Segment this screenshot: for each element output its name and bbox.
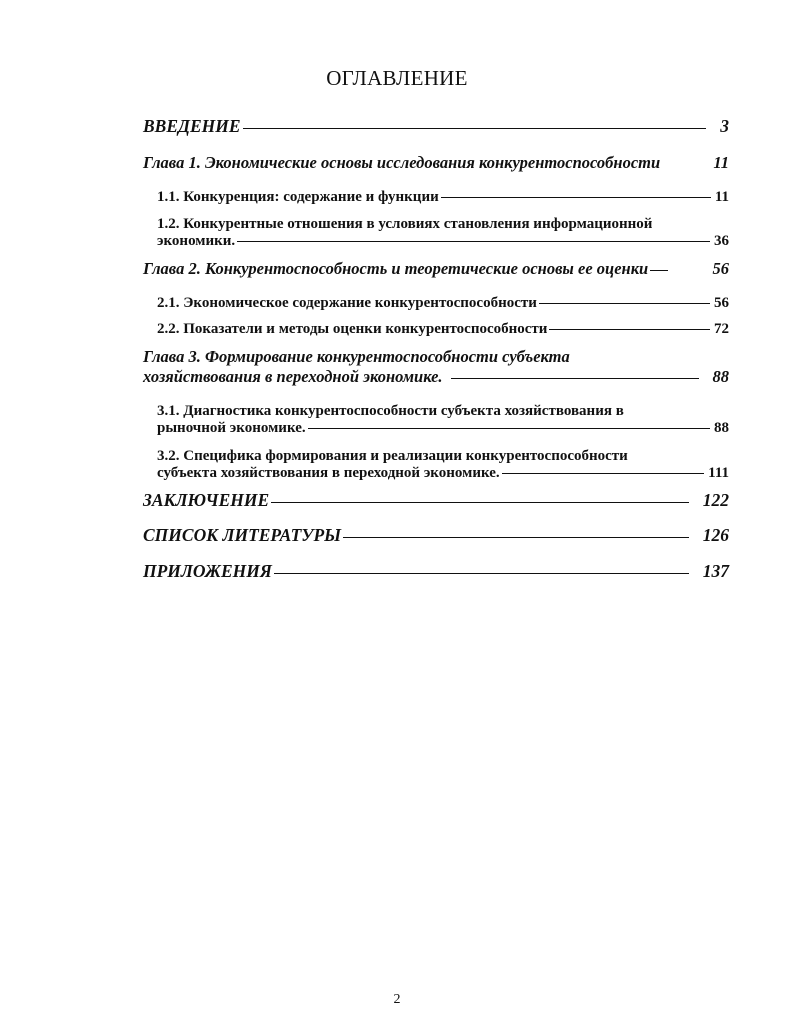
- toc-entry-intro[interactable]: [143, 116, 729, 137]
- toc-page-number: 126: [702, 525, 729, 545]
- page-number: 2: [393, 992, 401, 1007]
- toc-page-number: 3: [720, 116, 729, 136]
- toc-page-number: 36: [714, 233, 729, 249]
- toc-entry-section-1-1[interactable]: [157, 189, 729, 206]
- toc-entry-label-line2: хозяйствования в переходной экономике.: [143, 367, 443, 386]
- toc-entry-label: ВВЕДЕНИЕ: [143, 116, 241, 136]
- toc-entry-chapter-1[interactable]: [143, 153, 729, 173]
- toc-entry-label: ЗАКЛЮЧЕНИЕ: [143, 490, 270, 510]
- dot-leader: [243, 128, 707, 129]
- toc-page-number: 88: [712, 367, 729, 386]
- toc-entry-conclusion[interactable]: [143, 490, 729, 511]
- toc-entry-label-line2: экономики.: [157, 233, 236, 249]
- toc-entry-label: 2.1. Экономическое содержание конкурентоспособности: [157, 295, 537, 311]
- toc-entry-section-3-1[interactable]: [157, 402, 729, 437]
- toc-entry-label-line2: субъекта хозяйствования в переходной экономике.: [157, 465, 500, 481]
- toc-entry-section-3-2[interactable]: [157, 447, 729, 482]
- toc-entry-label: 1.1. Конкуренция: содержание и функции: [157, 189, 439, 205]
- toc-entry-label-line2: рыночной экономике.: [157, 420, 306, 436]
- toc-page-number: 11: [714, 189, 729, 205]
- dot-leader: [441, 197, 711, 198]
- dot-leader: [308, 428, 710, 429]
- dot-leader: [274, 573, 689, 574]
- toc-page-number: 56: [712, 259, 729, 278]
- toc-entry-section-2-2[interactable]: [157, 321, 729, 338]
- toc-page-number: 137: [702, 561, 729, 581]
- dot-leader: [650, 270, 668, 271]
- toc-page-number: 72: [714, 321, 729, 337]
- toc-entry-label-line1: 3.2. Специфика формирования и реализации конкурентоспособности: [157, 448, 628, 464]
- toc-page-number: 56: [714, 295, 729, 311]
- toc-entry-label-line1: 3.1. Диагностика конкурентоспособности субъекта хозяйствования в: [157, 403, 624, 419]
- dot-leader: [343, 537, 689, 538]
- dot-leader: [271, 502, 689, 503]
- toc-entry-label: Глава 1. Экономические основы исследования конкурентоспособности: [143, 153, 661, 172]
- dot-leader: [502, 473, 704, 474]
- toc-entry-label-line1: Глава 3. Формирование конкурентоспособности субъекта: [143, 347, 570, 366]
- toc-entry-label: СПИСОК ЛИТЕРАТУРЫ: [143, 525, 342, 545]
- toc-entry-chapter-3[interactable]: [143, 347, 729, 387]
- toc-entry-appendices[interactable]: [143, 561, 729, 582]
- toc-page-number: 122: [702, 490, 729, 510]
- dot-leader: [549, 329, 710, 330]
- dot-leader: [539, 303, 710, 304]
- toc-entry-section-1-2[interactable]: [157, 215, 729, 250]
- toc-entry-section-2-1[interactable]: [157, 295, 729, 312]
- dot-leader: [237, 241, 710, 242]
- toc-entry-label-line1: 1.2. Конкурентные отношения в условиях становления информационной: [157, 216, 653, 232]
- toc-entry-label: Глава 2. Конкурентоспособность и теоретические основы ее оценки: [143, 259, 649, 278]
- toc-entry-references[interactable]: [143, 525, 729, 546]
- toc-entry-label: 2.2. Показатели и методы оценки конкурентоспособности: [157, 321, 548, 337]
- toc-entry-label: ПРИЛОЖЕНИЯ: [143, 561, 272, 581]
- toc-page-number: 88: [714, 420, 729, 436]
- toc-page-number: 11: [713, 153, 729, 172]
- page-title: ОГЛАВЛЕНИЕ: [326, 66, 468, 90]
- toc-entry-chapter-2[interactable]: [143, 259, 729, 279]
- dot-leader: [451, 378, 699, 379]
- toc-page-number: 111: [708, 465, 729, 481]
